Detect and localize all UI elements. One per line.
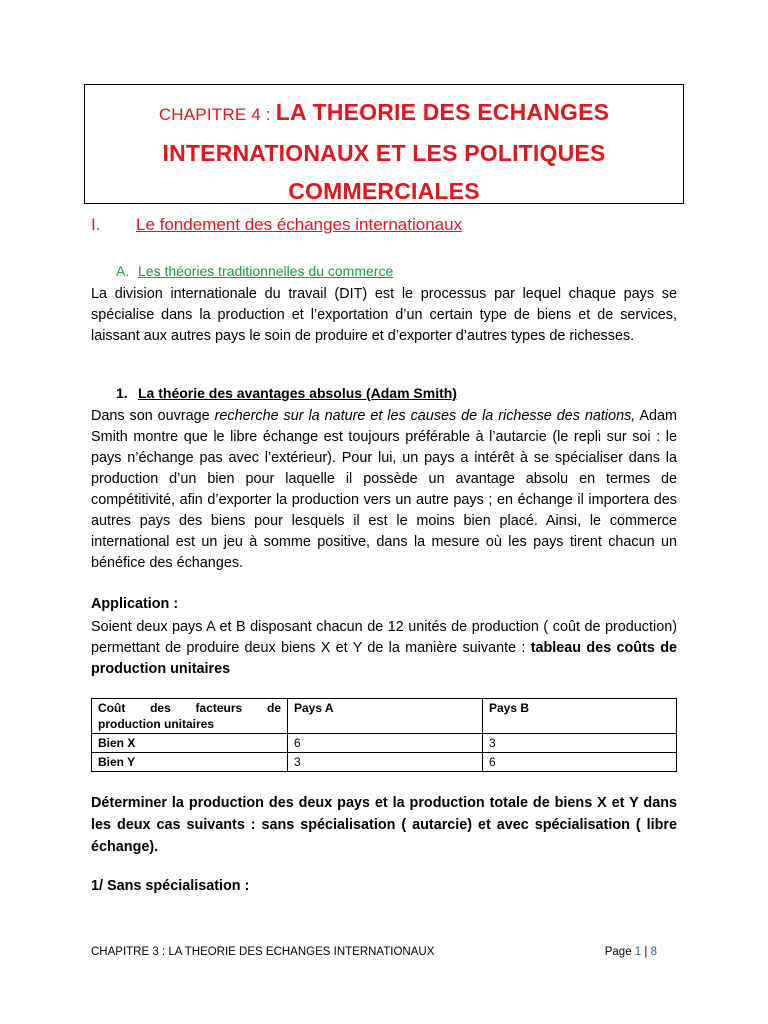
footer-page-indicator bbox=[605, 946, 657, 958]
table-cell: 3 bbox=[288, 753, 483, 772]
case-heading: 1/ Sans spécialisation : bbox=[91, 878, 250, 894]
subsection-heading-a bbox=[116, 263, 393, 279]
footer-page-label: Page bbox=[604, 946, 635, 958]
chapter-title-box bbox=[84, 84, 684, 204]
paragraph-intro: Dans son ouvrage bbox=[91, 408, 215, 424]
footer-separator: | bbox=[641, 946, 651, 958]
table-cell: 6 bbox=[483, 753, 677, 772]
table-caption: tableau des coûts de production unitaires bbox=[91, 640, 677, 677]
table-header-cell: Pays A bbox=[288, 699, 483, 734]
table-header-row bbox=[92, 699, 677, 734]
table-cell: 3 bbox=[483, 734, 677, 753]
paragraph-dit: La division internationale du travail (DIT) est le processus par lequel chaque pays se spécialise dans la production et l’exportation d’un certain type de biens et de services, laissant aux autres pays le soin de produire et d’exporter d’autres types de richesses. bbox=[91, 286, 677, 344]
table-cell: 6 bbox=[288, 734, 483, 753]
footer-page-total: 8 bbox=[650, 946, 657, 958]
section-number: I. bbox=[91, 215, 101, 234]
theory-title: La théorie des avantages absolus (Adam Smith) bbox=[138, 385, 457, 401]
application-text bbox=[91, 617, 677, 680]
chapter-title-line-3: COMMERCIALES bbox=[288, 178, 480, 204]
production-cost-table bbox=[91, 698, 677, 772]
section-title: Le fondement des échanges internationaux bbox=[136, 215, 463, 234]
theory-heading-1 bbox=[116, 385, 457, 401]
exercise-question: Déterminer la production des deux pays et la production totale de biens X et Y dans les deux cas suivants : sans spécialisation ( autarcie) et avec spécialisation ( libre échange). bbox=[91, 795, 677, 855]
page-footer bbox=[91, 946, 657, 958]
chapter-label: CHAPITRE 4 : bbox=[158, 105, 276, 124]
table-cell: Bien X bbox=[92, 734, 288, 753]
paragraph-adam-smith bbox=[91, 406, 677, 574]
chapter-title-text-1: LA THEORIE DES ECHANGES bbox=[275, 99, 610, 125]
table-header-cell: Coût des facteurs de production unitaires bbox=[92, 699, 288, 734]
table-header-cell: Pays B bbox=[483, 699, 677, 734]
footer-chapter-title: CHAPITRE 3 : LA THEORIE DES ECHANGES INTERNATIONAUX bbox=[91, 946, 435, 958]
table-cell: Bien Y bbox=[92, 753, 288, 772]
footer-page-number: 1 bbox=[634, 946, 642, 958]
work-title: recherche sur la nature et les causes de la richesse des nations, bbox=[214, 408, 636, 424]
application-body: Soient deux pays A et B disposant chacun de 12 unités de production ( coût de production) permettant de produire deux biens X et Y de la manière suivante : bbox=[91, 619, 677, 656]
theory-number: 1. bbox=[116, 385, 128, 401]
paragraph-body: Adam Smith montre que le libre échange est toujours préférable à l’autarcie (le repli sur soi : le pays n’échange pas avec l’extérieur). Pour lui, un pays a intérêt à se spécialiser dans la production d’un bien pour laquelle il possède un avantage absolu en termes de compétitivité, afin d’exporter la production vers un autre pays ; en échange il importera des autres pays des biens pour lesquels il est le moins bien placé. Ainsi, le commerce international est un jeu à somme positive, dans la mesure où les pays tirent chacun un bénéfice des échanges. bbox=[91, 408, 678, 571]
subsection-title: Les théories traditionnelles du commerce bbox=[138, 263, 394, 279]
chapter-title-line-2: INTERNATIONAUX ET LES POLITIQUES bbox=[162, 140, 606, 166]
chapter-title-line-1 bbox=[85, 93, 683, 134]
subsection-number: A. bbox=[116, 263, 130, 279]
application-label: Application : bbox=[91, 596, 179, 612]
section-heading-1 bbox=[91, 215, 462, 235]
table-row bbox=[92, 734, 677, 753]
table-row bbox=[92, 753, 677, 772]
